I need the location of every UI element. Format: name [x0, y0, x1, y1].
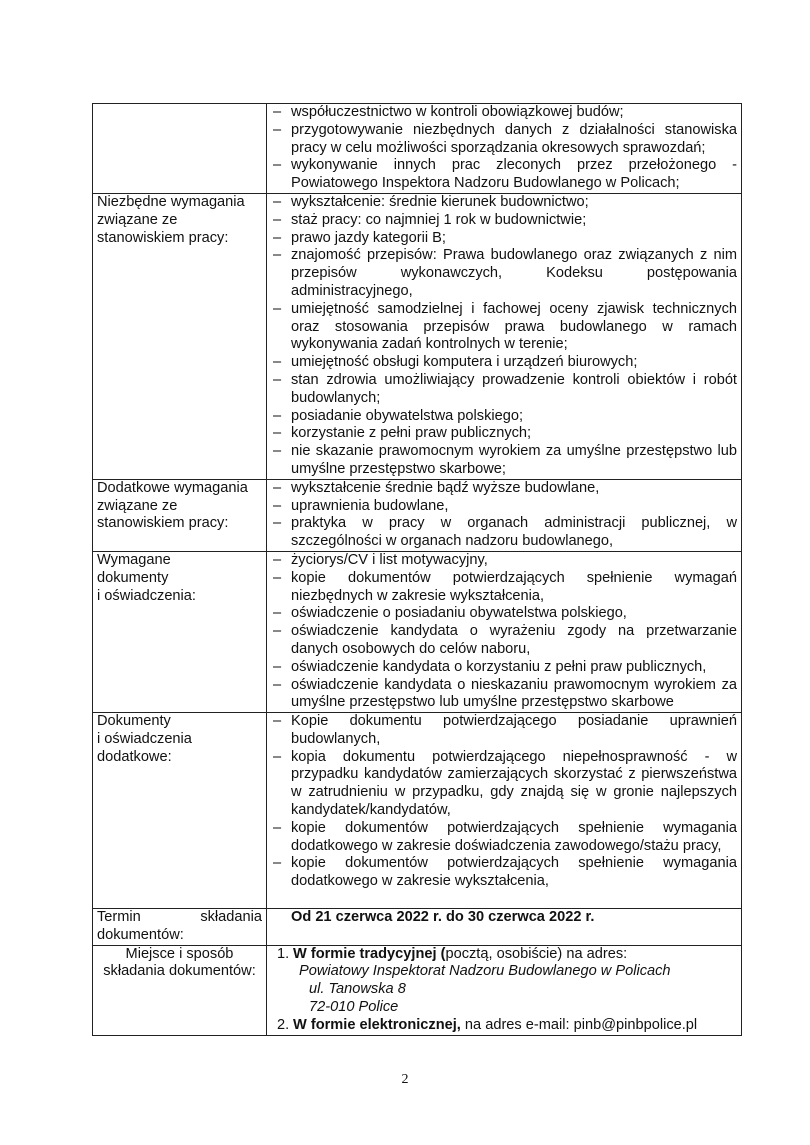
label-cell [93, 193, 267, 479]
list-item: – wykonywanie innych prac zleconych przez przełożonego - Powiatowego Inspektora Nadzoru Budowlanego w Policach; [271, 157, 737, 193]
label-line: i oświadczenia: [97, 587, 196, 604]
row-additional-documents [93, 713, 742, 909]
list-item: – współuczestnictwo w kontroli obowiązkowej budów; [271, 104, 737, 122]
label-line: Dokumenty [97, 713, 171, 730]
email-text: na adres e-mail: pinb@pinbpolice.pl [460, 1016, 698, 1033]
label-cell [93, 551, 267, 712]
value-cell [267, 479, 742, 551]
label-cell [93, 479, 267, 551]
label-cell [93, 713, 267, 909]
list-item: – nie skazanie prawomocnym wyrokiem za umyślne przestępstwo lub umyślne przestępstwo skarbowe; [271, 443, 737, 479]
list-item: – umiejętność samodzielnej i fachowej oceny zjawisk technicznych oraz stosowania przepisów prawa budowlanego w ramach wykonywania zadań kontrolnych w terenie; [271, 301, 737, 354]
list-item: – oświadczenie kandydata o wyrażeniu zgody na przetwarzanie danych osobowych do celów naboru, [271, 623, 737, 659]
row-submission-method [93, 945, 742, 1035]
label-line: związane ze [97, 497, 178, 514]
label-line: dokumenty [97, 569, 169, 586]
value-cell [267, 193, 742, 479]
label-cell [93, 945, 267, 1035]
address-line: Powiatowy Inspektorat Nadzoru Budowlanego w Policach [299, 963, 671, 980]
list-item: – kopia dokumentu potwierdzającego niepełnosprawność - w przypadku kandydatów zamierzających skorzystać z pierwszeństwa w zatrudnieniu w przypadku, gdy znajdą się w gronie najlepszych kandydatek/kandydatów, [271, 749, 737, 820]
address-line: ul. Tanowska 8 [309, 981, 406, 998]
list-item: – uprawnienia budowlane, [271, 498, 737, 516]
list-item: – oświadczenie o posiadaniu obywatelstwa polskiego, [271, 605, 737, 623]
label-line: związane ze [97, 211, 178, 228]
label-line: i oświadczenia [97, 730, 192, 747]
label-cell-empty [93, 104, 267, 194]
label-line: Wymagane [97, 551, 171, 568]
list-item: 2. W formie elektronicznej, na adres e-mail: pinb@pinbpolice.pl [277, 1016, 698, 1033]
label-line: Dodatkowe wymagania [97, 479, 248, 496]
row-required-qualifications [93, 193, 742, 479]
list-item: – korzystanie z pełni praw publicznych; [271, 425, 737, 443]
row-additional-qualifications [93, 479, 742, 551]
label-line: dodatkowe: [97, 748, 172, 765]
page-number: 2 [401, 1072, 409, 1087]
list-item: – oświadczenie kandydata o korzystaniu z pełni praw publicznych, [271, 659, 737, 677]
row-required-documents [93, 551, 742, 712]
list-item: – kopie dokumentów potwierdzających spełnienie wymagania dodatkowego w zakresie wykształcenia, [271, 855, 737, 891]
value-cell [267, 104, 742, 194]
list-item: – posiadanie obywatelstwa polskiego; [271, 408, 737, 426]
label-line: Termin składania [97, 909, 262, 926]
row-duties-continued [93, 104, 742, 194]
list-item: 1. W formie tradycyjnej (pocztą, osobiście) na adres: Powiatowy Inspektorat Nadzoru Budowlanego w Policach ul. Tanowska 8 72-010 Police [271, 946, 737, 1017]
value-cell [267, 713, 742, 909]
list-item: – znajomość przepisów: Prawa budowlanego oraz związanych z nim przepisów wykonawczych, Kodeksu postępowania administracyjnego, [271, 247, 737, 300]
list-item: – wykształcenie: średnie kierunek budownictwo; [271, 194, 737, 212]
list-item: – staż pracy: co najmniej 1 rok w budownictwie; [271, 212, 737, 230]
address-line: 72-010 Police [309, 999, 399, 1016]
deadline-value: Od 21 czerwca 2022 r. do 30 czerwca 2022 r. [291, 909, 595, 926]
value-cell [267, 945, 742, 1035]
value-cell [267, 551, 742, 712]
list-item: – wykształcenie średnie bądź wyższe budowlane, [271, 480, 737, 498]
label-cell [93, 909, 267, 946]
list-item: – stan zdrowia umożliwiający prowadzenie kontroli obiektów i robót budowlanych; [271, 372, 737, 408]
label-line: stanowiskiem pracy: [97, 229, 229, 246]
list-item: – Kopie dokumentu potwierdzającego posiadanie uprawnień budowlanych, [271, 713, 737, 749]
label-line: składania dokumentów: [103, 963, 256, 980]
job-offer-table [92, 103, 742, 1036]
list-item: – praktyka w pracy w organach administracji publicznej, w szczególności w organach nadzoru budowlanego, [271, 515, 737, 551]
list-item: – prawo jazdy kategorii B; [271, 230, 737, 248]
label-line: Niezbędne wymagania [97, 193, 245, 210]
list-item: – umiejętność obsługi komputera i urządzeń biurowych; [271, 354, 737, 372]
row-deadline [93, 909, 742, 946]
list-item: – kopie dokumentów potwierdzających spełnienie wymagań niezbędnych w zakresie wykształcenia, [271, 570, 737, 606]
list-item: – życiorys/CV i list motywacyjny, [271, 552, 737, 570]
label-line: Miejsce i sposób [125, 945, 234, 962]
list-item: – kopie dokumentów potwierdzających spełnienie wymagania dodatkowego w zakresie doświadczenia zawodowego/stażu pracy, [271, 820, 737, 856]
list-item: – oświadczenie kandydata o nieskazaniu prawomocnym wyrokiem za umyślne przestępstwo lub umyślne przestępstwo skarbowe [271, 677, 737, 713]
value-cell [267, 909, 742, 946]
list-item: – przygotowywanie niezbędnych danych z działalności stanowiska pracy w celu możliwości sporządzania okresowych sprawozdań; [271, 122, 737, 158]
label-line: dokumentów: [97, 926, 184, 943]
label-line: stanowiskiem pracy: [97, 515, 229, 532]
